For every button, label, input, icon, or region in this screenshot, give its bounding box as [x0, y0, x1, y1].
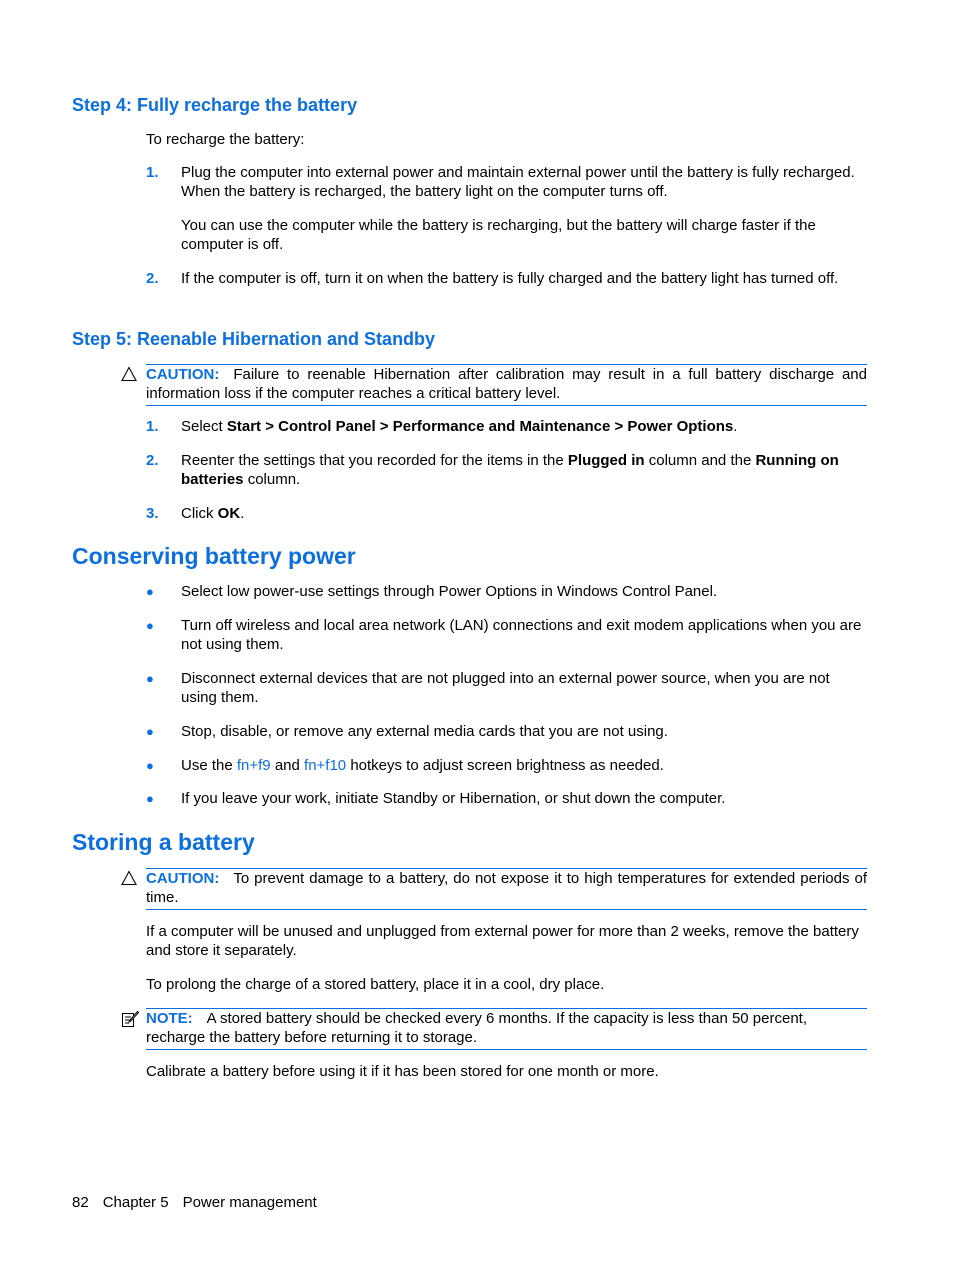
paragraph: Calibrate a battery before using it if it has been stored for one month or more. [146, 1063, 659, 1080]
list-text: Plug the computer into external power and maintain external power until the battery is fully recharged. When the battery is recharged, the battery light on the computer turns off. [181, 164, 855, 200]
list-number: 1. [146, 164, 159, 181]
list-text: Stop, disable, or remove any external media cards that you are not using. [181, 723, 668, 740]
list-number: 1. [146, 418, 159, 435]
bullet-icon: ● [146, 724, 154, 739]
bullet-icon: ● [146, 671, 154, 686]
step4-intro: To recharge the battery: [146, 131, 305, 148]
note-box [146, 1008, 867, 1050]
caution-box [146, 868, 867, 910]
list-text: Select Start > Control Panel > Performance and Maintenance > Power Options. [181, 418, 738, 435]
bullet-icon: ● [146, 791, 154, 806]
caution-label: CAUTION: [146, 870, 220, 887]
list-text: If you leave your work, initiate Standby or Hibernation, or shut down the computer. [181, 790, 726, 807]
caution-text: To prevent damage to a battery, do not expose it to high temperatures for extended periods of time. [146, 870, 867, 906]
paragraph: If a computer will be unused and unplugged from external power for more than 2 weeks, remove the battery and store it separately. [146, 923, 859, 959]
note-label: NOTE: [146, 1010, 193, 1027]
caution-label: CAUTION: [146, 366, 220, 383]
caution-icon [121, 870, 137, 886]
list-number: 2. [146, 452, 159, 469]
step5-heading: Step 5: Reenable Hibernation and Standby [72, 329, 436, 349]
list-text: Reenter the settings that you recorded for the items in the Plugged in column and the Running on batteries column. [181, 452, 839, 488]
list-text: If the computer is off, turn it on when the battery is fully charged and the battery light has turned off. [181, 270, 839, 287]
page-number: 82 [72, 1194, 89, 1211]
list-text: You can use the computer while the battery is recharging, but the battery will charge faster if the computer is off. [181, 217, 816, 253]
note-text: A stored battery should be checked every 6 months. If the capacity is less than 50 percent, recharge the battery before returning it to storage. [146, 1010, 808, 1046]
fn-f10-link[interactable]: fn+f10 [304, 757, 347, 774]
list-number: 3. [146, 505, 159, 522]
list-number: 2. [146, 270, 159, 287]
list-text: Select low power-use settings through Power Options in Windows Control Panel. [181, 583, 718, 600]
note-icon [121, 1010, 139, 1028]
step4-heading: Step 4: Fully recharge the battery [72, 95, 358, 115]
list-text: Disconnect external devices that are not plugged into an external power source, when you are not using them. [181, 670, 830, 706]
bullet-icon: ● [146, 584, 154, 599]
storing-heading: Storing a battery [72, 829, 255, 855]
list-text: Click OK. [181, 505, 245, 522]
conserving-heading: Conserving battery power [72, 543, 356, 569]
fn-f9-link[interactable]: fn+f9 [236, 757, 271, 774]
caution-box [146, 364, 867, 406]
bullet-icon: ● [146, 618, 154, 633]
caution-text: Failure to reenable Hibernation after calibration may result in a full battery discharge and information loss if the computer reaches a critical battery level. [146, 366, 867, 402]
menu-path: Start > Control Panel > Performance and Maintenance > Power Options [226, 418, 734, 435]
chapter-label: Chapter 5 [102, 1194, 169, 1211]
list-text: Use the fn+f9 and fn+f10 hotkeys to adjust screen brightness as needed. [181, 757, 664, 774]
caution-icon [121, 366, 137, 382]
chapter-title: Power management [182, 1194, 317, 1211]
paragraph: To prolong the charge of a stored battery, place it in a cool, dry place. [146, 976, 605, 993]
page-footer [72, 1193, 331, 1212]
list-text: Turn off wireless and local area network (LAN) connections and exit modem applications when you are not using them. [181, 617, 862, 653]
bullet-icon: ● [146, 758, 154, 773]
